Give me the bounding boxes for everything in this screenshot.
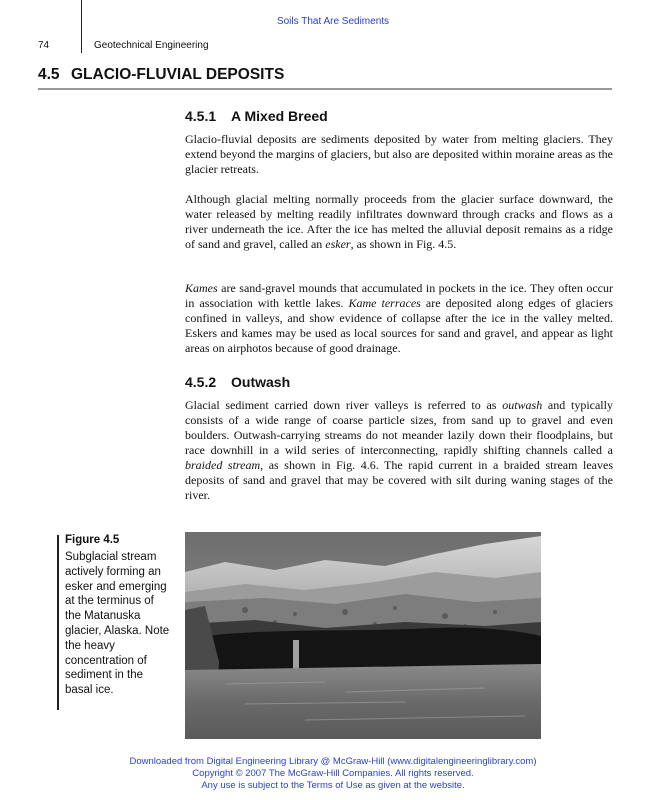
paragraph-text: Although glacial melting normally proceeds from the glacier surface downward, the water released by melting readily infiltrates downward through cracks and flows as a river underneath the ice. After the ice has melted the alluvial deposit remains as a ridge of sand and gravel, called an — [185, 192, 613, 251]
paragraph-text: , as shown in Fig. 4.5. — [350, 237, 457, 251]
term-braided-stream: braided stream — [185, 458, 261, 472]
header-divider — [81, 0, 82, 53]
running-title: Geotechnical Engineering — [94, 40, 209, 51]
subsection-number: 4.5.1 — [185, 108, 217, 124]
subsection-title: A Mixed Breed — [231, 108, 328, 124]
footer-source-link[interactable]: Downloaded from Digital Engineering Library @ McGraw-Hill (www.digitalengineeringlibrary.com) — [129, 756, 537, 767]
paragraph-text: and typically consists of a wide range of coarse particle sizes, from sand up to gravel and even boulders. Outwash-carrying streams do not meander lazily down their floodplains, but race downhill in a wild series of interconnecting, rapidly shifting channels called a — [185, 398, 613, 457]
paragraph-text: are sand-gravel mounds that accumulated in pockets in the ice. They often occur in association with kettle lakes. — [185, 281, 613, 310]
subsection-number: 4.5.2 — [185, 374, 217, 390]
glacier-photo — [185, 532, 541, 739]
term-kames: Kames — [185, 281, 218, 295]
section-rule — [38, 88, 612, 90]
figure-caption-bar — [57, 535, 59, 710]
figure-caption: Subglacial stream actively forming an esker and emerging at the terminus of the Matanuska glacier, Alaska. Note the heavy concentration of sediment in the basal ice. — [65, 551, 170, 697]
term-kame-terraces: Kame terraces — [348, 296, 421, 310]
paragraph-kames — [185, 281, 613, 356]
footer-terms[interactable]: Any use is subject to the Terms of Use as given at the website. — [201, 780, 465, 791]
section-number: 4.5 — [38, 66, 60, 83]
paragraph-text: , as shown in Fig. 4.6. The rapid current in a braided stream leaves deposits of sand and gravel that may be covered with silt during waning stages of the river. — [185, 458, 614, 502]
figure-label: Figure 4.5 — [65, 534, 120, 546]
paragraph-outwash — [185, 398, 613, 503]
paragraph-text: are deposited along edges of glaciers confined in valleys, and show evidence of collapse after the ice in the valley melted. Eskers and kames may be used as local sources for sand and gravel, and appear as light areas on airphotos because of good drainage. — [185, 296, 613, 355]
subsection-title: Outwash — [231, 374, 291, 390]
section-heading — [38, 66, 284, 84]
term-outwash: outwash — [502, 398, 543, 412]
subsection-heading-mixed-breed — [185, 108, 328, 124]
section-title: GLACIO-FLUVIAL DEPOSITS — [71, 66, 285, 83]
paragraph-text: Glacial sediment carried down river valleys is referred to as — [185, 398, 503, 412]
header-link[interactable]: Soils That Are Sediments — [276, 16, 390, 27]
paragraph-esker — [185, 192, 613, 252]
paragraph-glacio-fluvial: Glacio-fluvial deposits are sediments deposited by water from melting glaciers. They extend beyond the margins of glaciers, but also are deposited within moraine areas as the glacier retreats. — [185, 132, 613, 176]
footer-copyright: Copyright © 2007 The McGraw-Hill Companies. All rights reserved. — [192, 768, 474, 779]
subsection-heading-outwash — [185, 374, 290, 390]
term-esker: esker — [325, 237, 351, 251]
page-number: 74 — [38, 40, 50, 51]
